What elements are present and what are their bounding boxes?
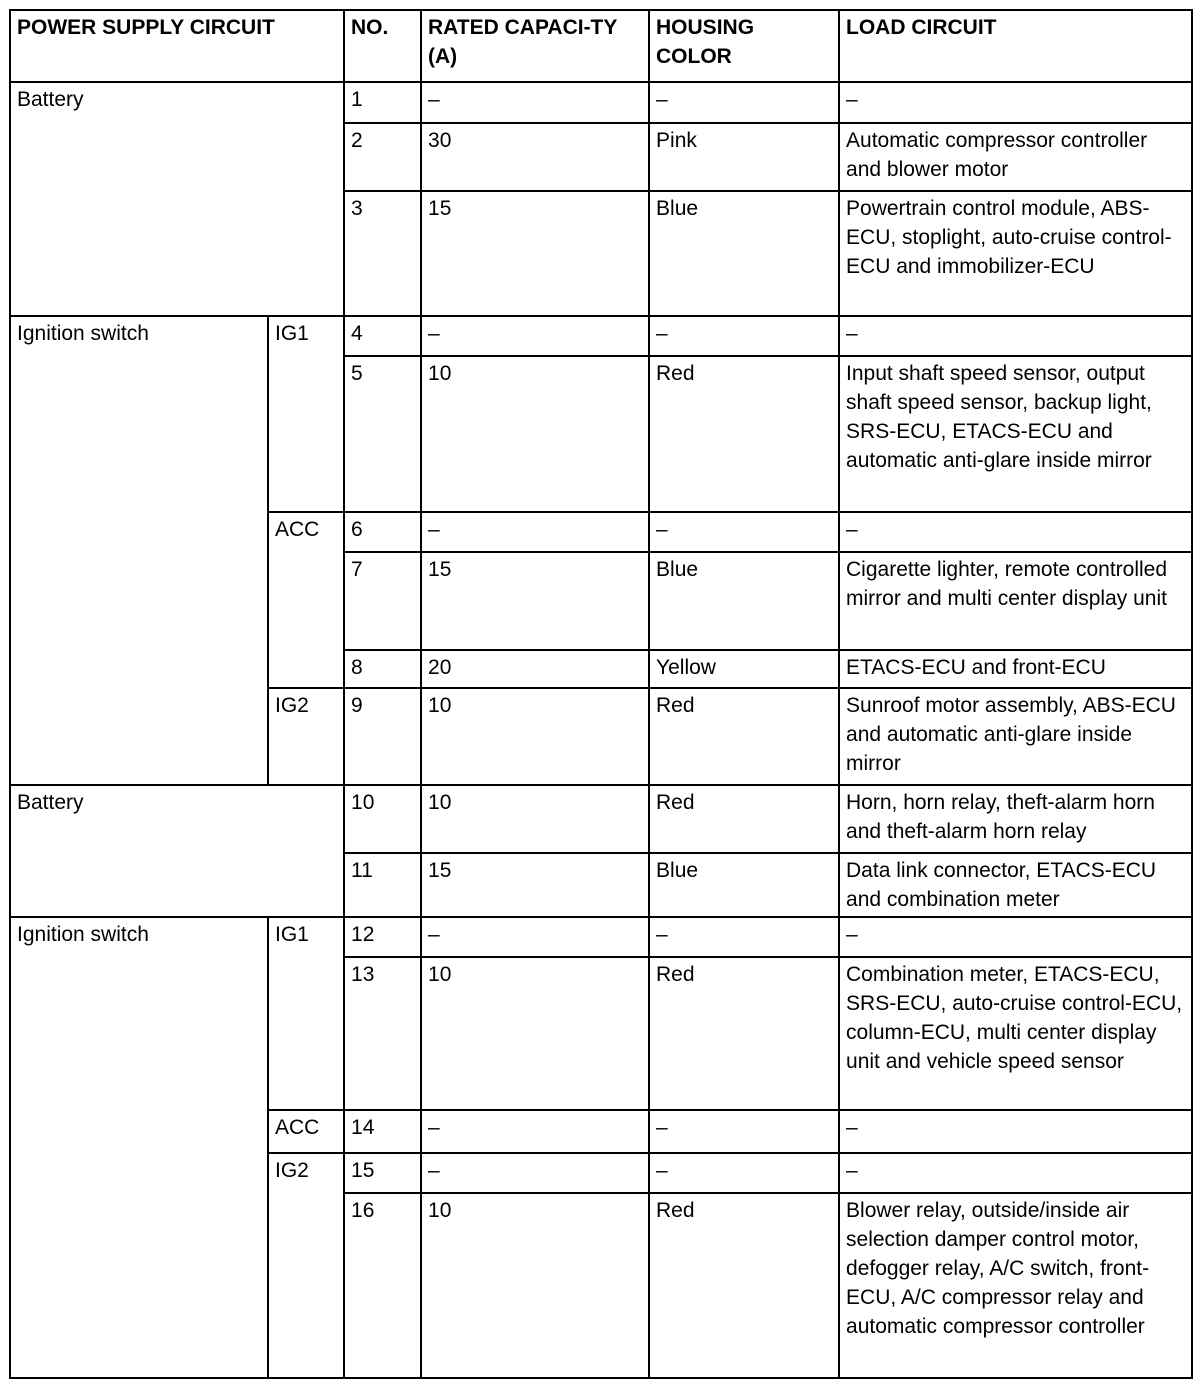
cell-color: – (649, 917, 839, 957)
table-row (10, 316, 1192, 356)
cell-color: Pink (649, 123, 839, 191)
power-supply-battery: Battery (10, 785, 344, 917)
cell-no: 12 (344, 917, 421, 957)
power-supply-ig1: IG1 (268, 917, 344, 1110)
cell-color: Red (649, 688, 839, 786)
cell-color: Blue (649, 552, 839, 650)
power-supply-ig2: IG2 (268, 1153, 344, 1378)
cell-color: – (649, 512, 839, 552)
header-row (10, 10, 1192, 82)
cell-color: – (649, 82, 839, 122)
power-supply-ignition-switch: Ignition switch (10, 917, 268, 1378)
cell-color: Red (649, 1193, 839, 1378)
cell-load: – (839, 917, 1192, 957)
cell-color: – (649, 316, 839, 356)
cell-no: 5 (344, 356, 421, 512)
cell-color: Red (649, 785, 839, 852)
table-row (10, 785, 1192, 852)
cell-load: – (839, 316, 1192, 356)
cell-capacity: – (421, 917, 649, 957)
cell-no: 1 (344, 82, 421, 122)
cell-no: 3 (344, 191, 421, 316)
power-supply-ignition-switch: Ignition switch (10, 316, 268, 786)
cell-no: 16 (344, 1193, 421, 1378)
cell-load: Cigarette lighter, remote controlled mirror and multi center display unit (839, 552, 1192, 650)
cell-color: Yellow (649, 650, 839, 688)
header-housing-color: HOUSING COLOR (649, 10, 839, 82)
cell-color: Blue (649, 191, 839, 316)
cell-color: Blue (649, 853, 839, 917)
cell-load: Input shaft speed sensor, output shaft speed sensor, backup light, SRS-ECU, ETACS-ECU and automatic anti-glare inside mirror (839, 356, 1192, 512)
cell-no: 2 (344, 123, 421, 191)
cell-capacity: 15 (421, 853, 649, 917)
power-supply-acc: ACC (268, 1110, 344, 1152)
cell-load: Horn, horn relay, theft-alarm horn and theft-alarm horn relay (839, 785, 1192, 852)
cell-load: Blower relay, outside/inside air selection damper control motor, defogger relay, A/C switch, front-ECU, A/C compressor relay and automatic compressor controller (839, 1193, 1192, 1378)
cell-load: – (839, 82, 1192, 122)
table-row (10, 82, 1192, 122)
cell-capacity: 15 (421, 191, 649, 316)
cell-load: – (839, 1110, 1192, 1152)
cell-no: 8 (344, 650, 421, 688)
cell-capacity: – (421, 1153, 649, 1193)
cell-no: 10 (344, 785, 421, 852)
cell-capacity: 20 (421, 650, 649, 688)
cell-capacity: 10 (421, 356, 649, 512)
cell-capacity: 10 (421, 1193, 649, 1378)
cell-no: 15 (344, 1153, 421, 1193)
cell-capacity: 30 (421, 123, 649, 191)
cell-load: Combination meter, ETACS-ECU, SRS-ECU, auto-cruise control-ECU, column-ECU, multi center display unit and vehicle speed sensor (839, 957, 1192, 1110)
cell-no: 6 (344, 512, 421, 552)
power-supply-ig2: IG2 (268, 688, 344, 786)
cell-load: – (839, 1153, 1192, 1193)
cell-capacity: 10 (421, 957, 649, 1110)
cell-load: ETACS-ECU and front-ECU (839, 650, 1192, 688)
header-load-circuit: LOAD CIRCUIT (839, 10, 1192, 82)
header-power-supply-circuit: POWER SUPPLY CIRCUIT (10, 10, 344, 82)
cell-capacity: – (421, 512, 649, 552)
cell-load: Data link connector, ETACS-ECU and combination meter (839, 853, 1192, 917)
cell-load: Powertrain control module, ABS-ECU, stoplight, auto-cruise control-ECU and immobilizer-ECU (839, 191, 1192, 316)
cell-no: 4 (344, 316, 421, 356)
cell-no: 9 (344, 688, 421, 786)
power-supply-acc: ACC (268, 512, 344, 688)
cell-capacity: 15 (421, 552, 649, 650)
cell-load: Sunroof motor assembly, ABS-ECU and automatic anti-glare inside mirror (839, 688, 1192, 786)
cell-color: – (649, 1153, 839, 1193)
power-supply-ig1: IG1 (268, 316, 344, 512)
cell-load: – (839, 512, 1192, 552)
cell-no: 11 (344, 853, 421, 917)
cell-capacity: – (421, 1110, 649, 1152)
power-supply-battery: Battery (10, 82, 344, 315)
header-rated-capacity: RATED CAPACI-TY (A) (421, 10, 649, 82)
cell-load: Automatic compressor controller and blower motor (839, 123, 1192, 191)
cell-no: 13 (344, 957, 421, 1110)
cell-capacity: 10 (421, 785, 649, 852)
cell-color: Red (649, 356, 839, 512)
fuse-table (9, 9, 1193, 1379)
header-no: NO. (344, 10, 421, 82)
cell-color: Red (649, 957, 839, 1110)
cell-no: 7 (344, 552, 421, 650)
cell-capacity: 10 (421, 688, 649, 786)
cell-capacity: – (421, 316, 649, 356)
cell-no: 14 (344, 1110, 421, 1152)
cell-color: – (649, 1110, 839, 1152)
table-row (10, 917, 1192, 957)
cell-capacity: – (421, 82, 649, 122)
